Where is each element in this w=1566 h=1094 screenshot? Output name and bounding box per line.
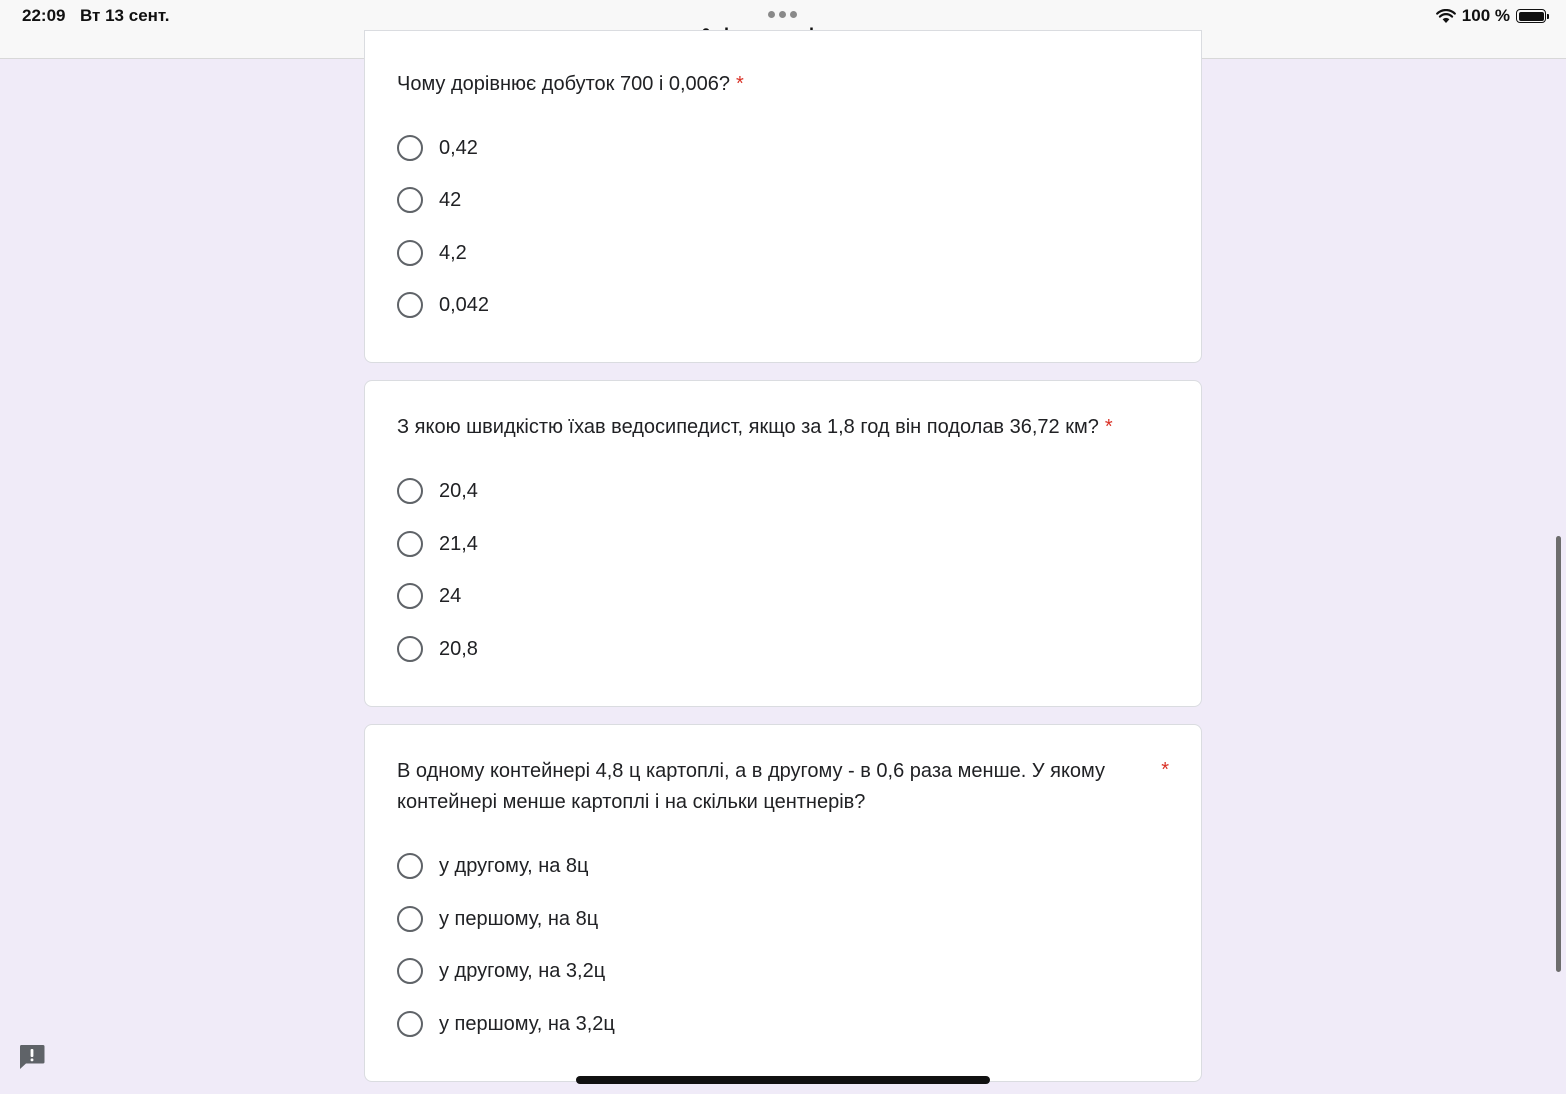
question-text-line-2: контейнері менше картоплі і на скільки центнерів?	[397, 791, 866, 813]
required-asterisk: *	[736, 73, 744, 95]
required-asterisk: *	[1104, 416, 1113, 438]
question-card-2	[364, 380, 1202, 707]
battery-percent: 100 %	[1461, 6, 1510, 25]
radio-button[interactable]	[397, 187, 423, 213]
radio-button[interactable]	[397, 583, 423, 609]
feedback-icon[interactable]	[18, 1043, 46, 1071]
question-title	[397, 756, 1157, 818]
more-dots-icon[interactable]	[768, 11, 797, 18]
option-21-4[interactable]	[397, 530, 478, 558]
option-first-3-2[interactable]	[397, 1010, 615, 1038]
question-title	[397, 412, 1187, 443]
radio-button[interactable]	[397, 292, 423, 318]
required-asterisk: *	[1161, 759, 1169, 781]
question-text-line-1: В одному контейнері 4,8 ц картоплі, а в другому - в 0,6 раза менше. У якому	[397, 760, 1106, 782]
radio-button[interactable]	[397, 1011, 423, 1037]
option-24[interactable]	[397, 582, 461, 610]
status-time: 22:09	[22, 6, 66, 25]
option-label: 24	[439, 584, 462, 607]
option-label: 0,42	[439, 136, 478, 159]
question-text: Чому дорівнює добуток 700 і 0,006?	[397, 73, 731, 95]
status-date: Вт 13 сент.	[80, 6, 170, 25]
radio-button[interactable]	[397, 531, 423, 557]
radio-button[interactable]	[397, 135, 423, 161]
radio-button[interactable]	[397, 478, 423, 504]
radio-button[interactable]	[397, 636, 423, 662]
question-card-1	[364, 30, 1202, 363]
question-card-3	[364, 724, 1202, 1082]
option-42[interactable]	[397, 186, 461, 214]
option-label: 20,8	[439, 637, 478, 660]
option-label: у другому, на 8ц	[439, 854, 589, 877]
battery-icon	[1516, 9, 1546, 23]
radio-button[interactable]	[397, 958, 423, 984]
option-label: 4,2	[439, 241, 467, 264]
question-text: З якою швидкістю їхав ведосипедист, якщо за 1,8 год він подолав 36,72 км?	[397, 416, 1099, 438]
scrollbar[interactable]	[1556, 536, 1561, 972]
option-label: 20,4	[439, 479, 478, 502]
wifi-icon	[1436, 9, 1456, 24]
option-label: у першому, на 3,2ц	[439, 1012, 615, 1035]
option-20-4[interactable]	[397, 477, 478, 505]
option-label: 0,042	[439, 293, 490, 316]
option-label: 42	[439, 188, 462, 211]
radio-button[interactable]	[397, 240, 423, 266]
option-4-2[interactable]	[397, 239, 467, 267]
option-second-8[interactable]	[397, 852, 589, 880]
option-label: у другому, на 3,2ц	[439, 959, 606, 982]
question-title	[397, 69, 1157, 100]
radio-button[interactable]	[397, 906, 423, 932]
option-0-42[interactable]	[397, 134, 478, 162]
option-0-042[interactable]	[397, 291, 489, 319]
option-label: у першому, на 8ц	[439, 907, 599, 930]
radio-button[interactable]	[397, 853, 423, 879]
status-right	[1436, 6, 1546, 26]
home-indicator[interactable]	[576, 1076, 990, 1084]
option-label: 21,4	[439, 532, 478, 555]
option-second-3-2[interactable]	[397, 957, 605, 985]
option-first-8[interactable]	[397, 905, 598, 933]
option-20-8[interactable]	[397, 635, 478, 663]
